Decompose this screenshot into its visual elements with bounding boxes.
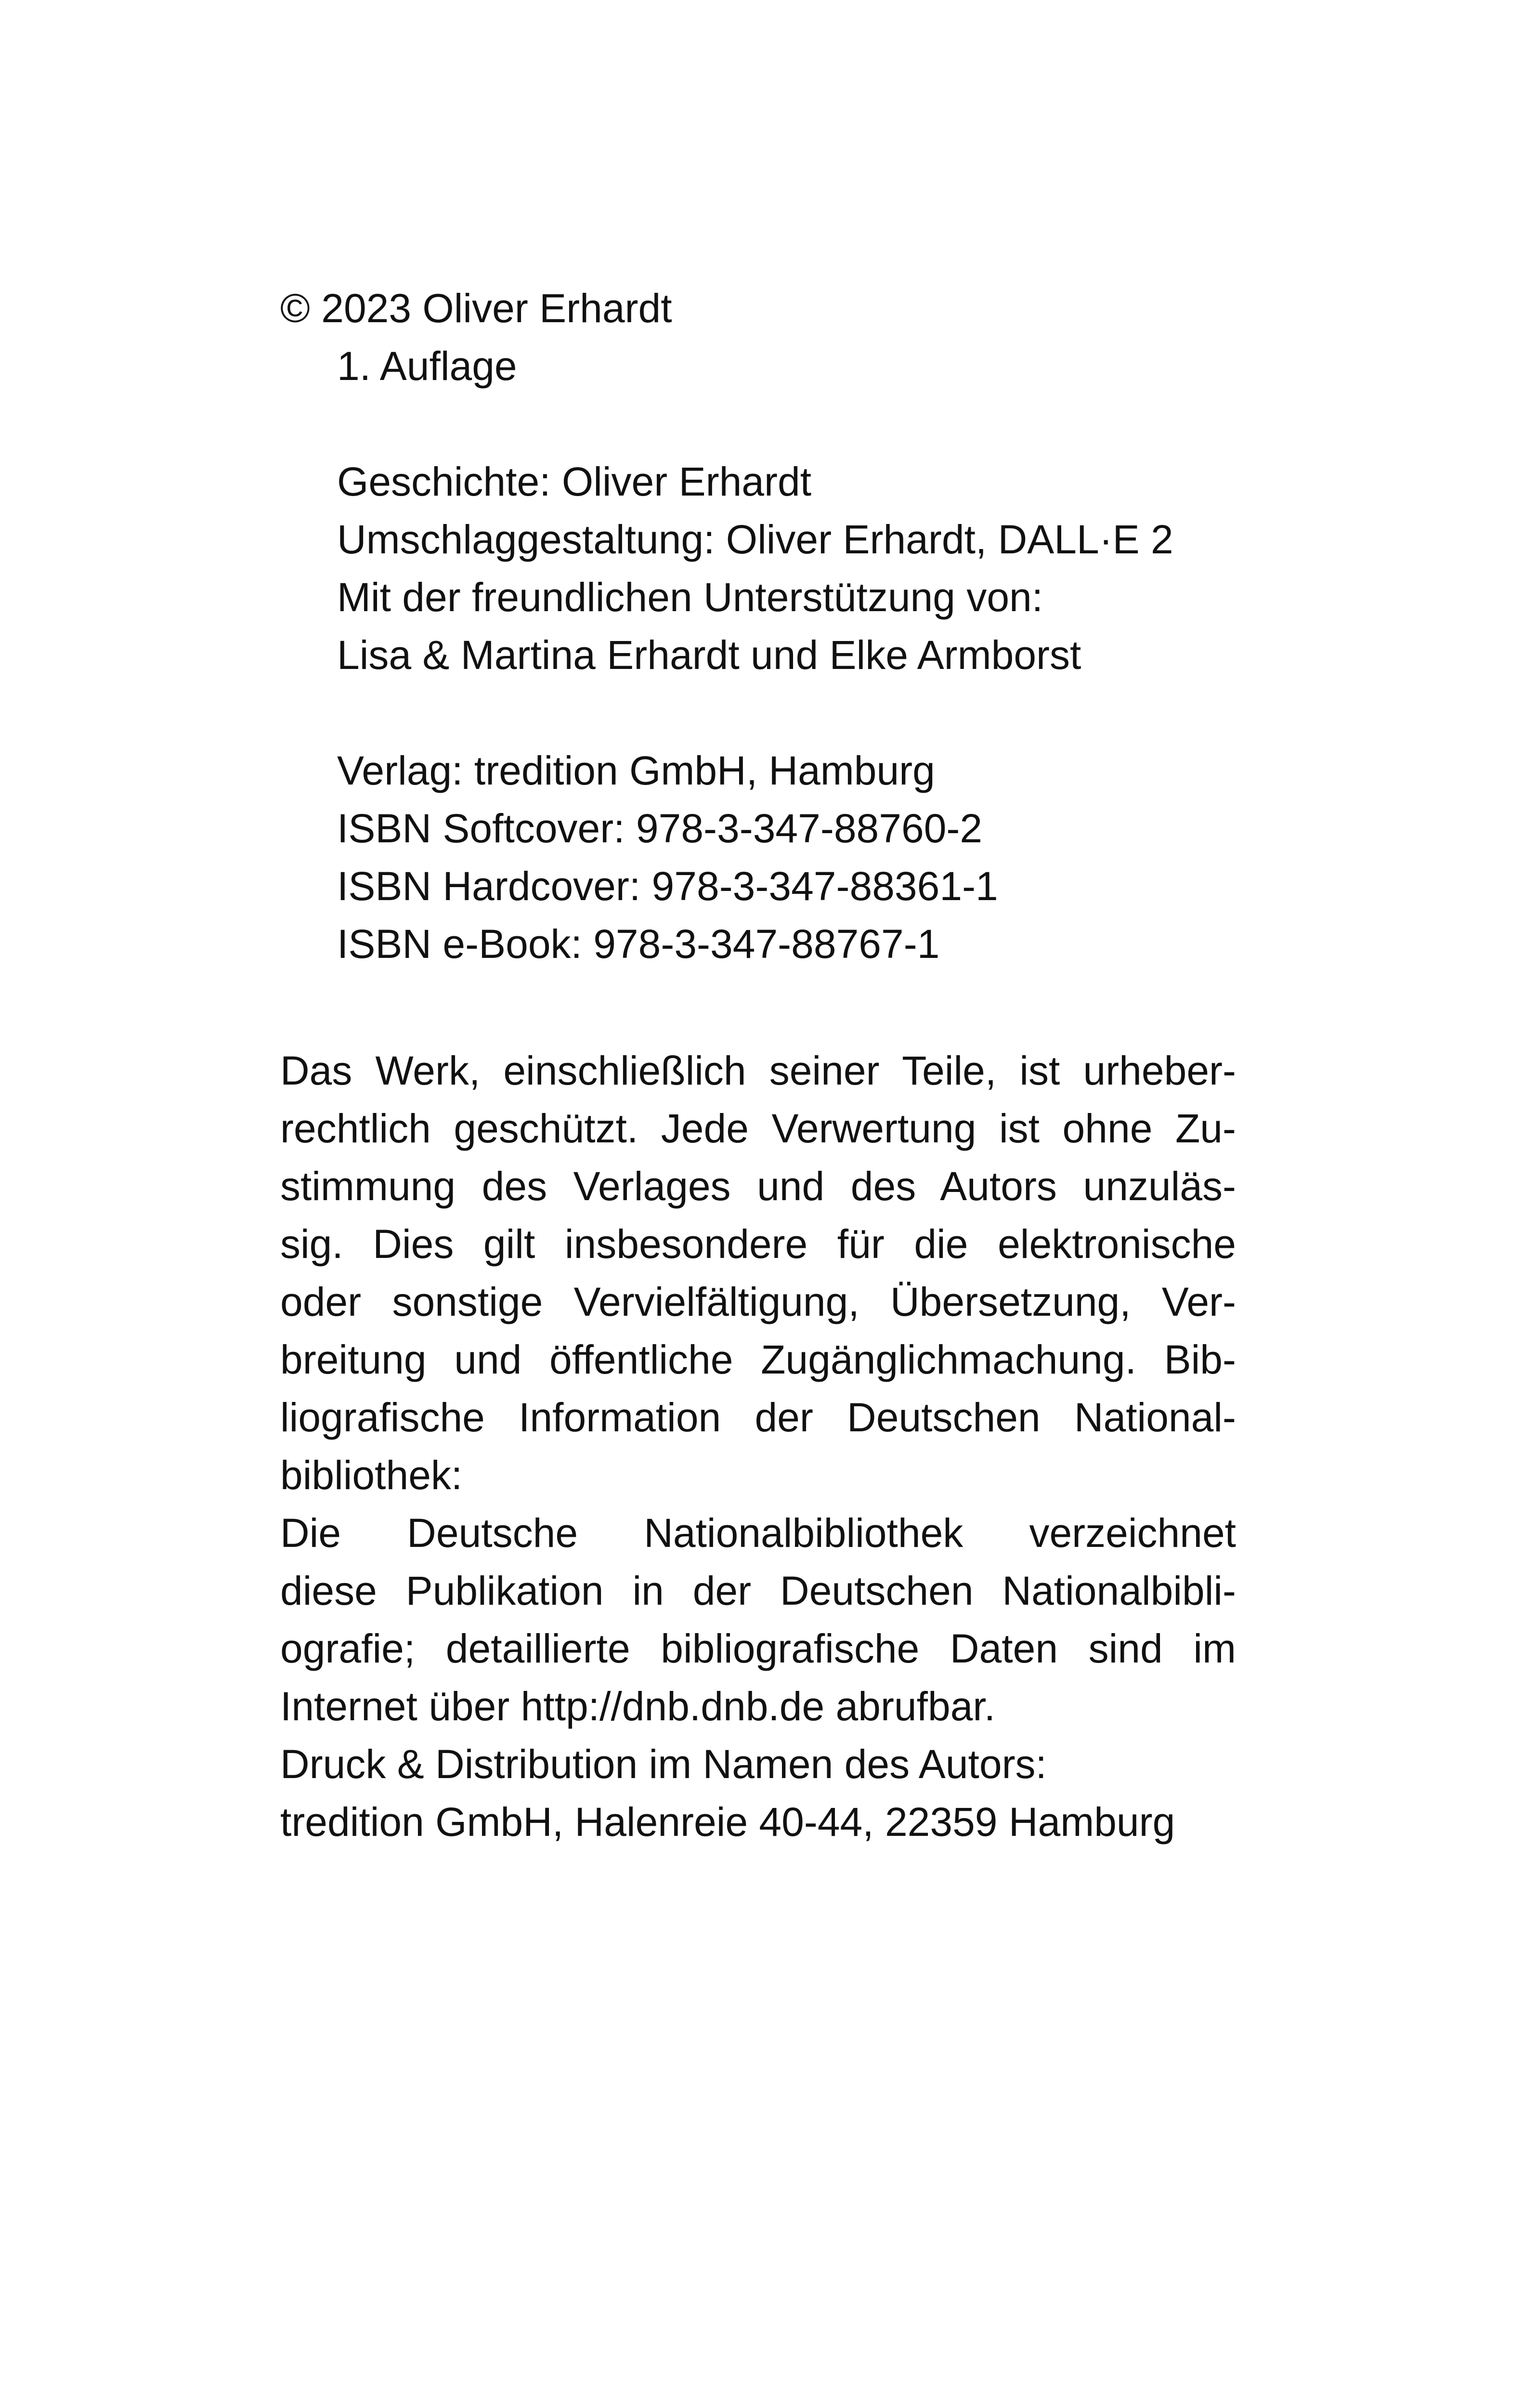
legal-line: diese Publikation in der Deutschen Nationalbibli- bbox=[280, 1568, 1236, 1613]
legal-line: breitung und öffentliche Zugänglichmachung. Bib- bbox=[280, 1337, 1236, 1382]
copyright-line: © 2023 Oliver Erhardt bbox=[280, 286, 672, 331]
credit-support-label: Mit der freundlichen Unterstützung von: bbox=[337, 575, 1043, 620]
legal-line: bibliothek: bbox=[280, 1453, 463, 1498]
legal-line: Die Deutsche Nationalbibliothek verzeichnet bbox=[280, 1510, 1236, 1556]
legal-line: tredition GmbH, Halenreie 40-44, 22359 Hamburg bbox=[280, 1799, 1175, 1845]
legal-block bbox=[280, 1042, 1236, 1851]
legal-line: oder sonstige Vervielfältigung, Übersetzung, Ver- bbox=[280, 1279, 1236, 1324]
isbn-ebook: ISBN e-Book: 978-3-347-88767-1 bbox=[337, 921, 940, 967]
publisher-line: Verlag: tredition GmbH, Hamburg bbox=[337, 748, 935, 793]
legal-line: sig. Dies gilt insbesondere für die elektronische bbox=[280, 1221, 1236, 1267]
credit-cover: Umschlaggestaltung: Oliver Erhardt, DALL·E 2 bbox=[337, 517, 1173, 562]
legal-line: liografische Information der Deutschen National- bbox=[280, 1395, 1236, 1440]
legal-line: ografie; detaillierte bibliografische Daten sind im bbox=[280, 1626, 1236, 1671]
legal-line: Druck & Distribution im Namen des Autors: bbox=[280, 1741, 1047, 1787]
legal-line: rechtlich geschützt. Jede Verwertung ist ohne Zu- bbox=[280, 1106, 1236, 1151]
legal-line: Internet über http://dnb.dnb.de abrufbar. bbox=[280, 1684, 996, 1729]
credit-supporters: Lisa & Martina Erhardt und Elke Armborst bbox=[337, 632, 1081, 678]
edition-line: 1. Auflage bbox=[337, 343, 517, 389]
isbn-softcover: ISBN Softcover: 978-3-347-88760-2 bbox=[337, 806, 983, 851]
legal-line: Das Werk, einschließlich seiner Teile, ist urheber- bbox=[280, 1048, 1236, 1093]
credit-story: Geschichte: Oliver Erhardt bbox=[337, 459, 812, 504]
imprint-block bbox=[280, 279, 1173, 973]
legal-line: stimmung des Verlages und des Autors unzuläs- bbox=[280, 1164, 1236, 1209]
isbn-hardcover: ISBN Hardcover: 978-3-347-88361-1 bbox=[337, 864, 998, 909]
